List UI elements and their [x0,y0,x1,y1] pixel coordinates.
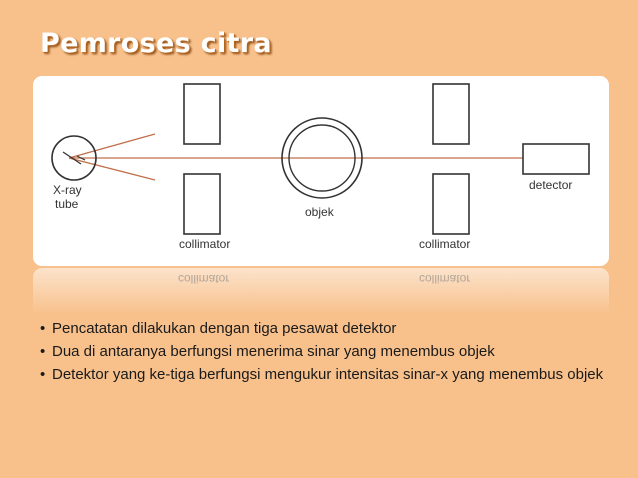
collimator-right-bottom [433,174,469,234]
reflection-collimator-right: collimator [419,272,471,286]
collimator-left-top [184,84,220,144]
bullet-dot: • [40,343,46,360]
collimator-left-bottom [184,174,220,234]
reflection-collimator-left: collimator [178,272,230,286]
bullet-dot: • [40,366,46,383]
bullet-item [40,363,610,386]
bullet-item [40,317,610,340]
slide-title: Pemroses citra [40,28,272,59]
bullet-text: Detektor yang ke-tiga berfungsi mengukur intensitas sinar-x yang menembus objek [52,366,604,383]
bullet-dot: • [40,320,46,337]
diagram-reflection [33,268,609,314]
detector-box [523,144,589,174]
detector-label: detector [529,178,573,192]
bullet-text: Pencatatan dilakukan dengan tiga pesawat detektor [52,320,397,337]
collimator-right-top [433,84,469,144]
xray-ct-diagram [33,76,609,266]
bullet-list [40,317,610,386]
beam-fan-lower [69,158,155,180]
bullet-text: Dua di antaranya berfungsi menerima sinar yang menembus objek [52,343,495,360]
bullet-item [40,340,610,363]
xray-tube-label-line2: tube [55,197,79,211]
diagram-panel [33,76,609,266]
collimator-right-label: collimator [419,237,471,251]
xray-tube-label-line1: X-ray [53,183,82,197]
object-label: objek [305,205,334,219]
collimator-left-label: collimator [179,237,231,251]
